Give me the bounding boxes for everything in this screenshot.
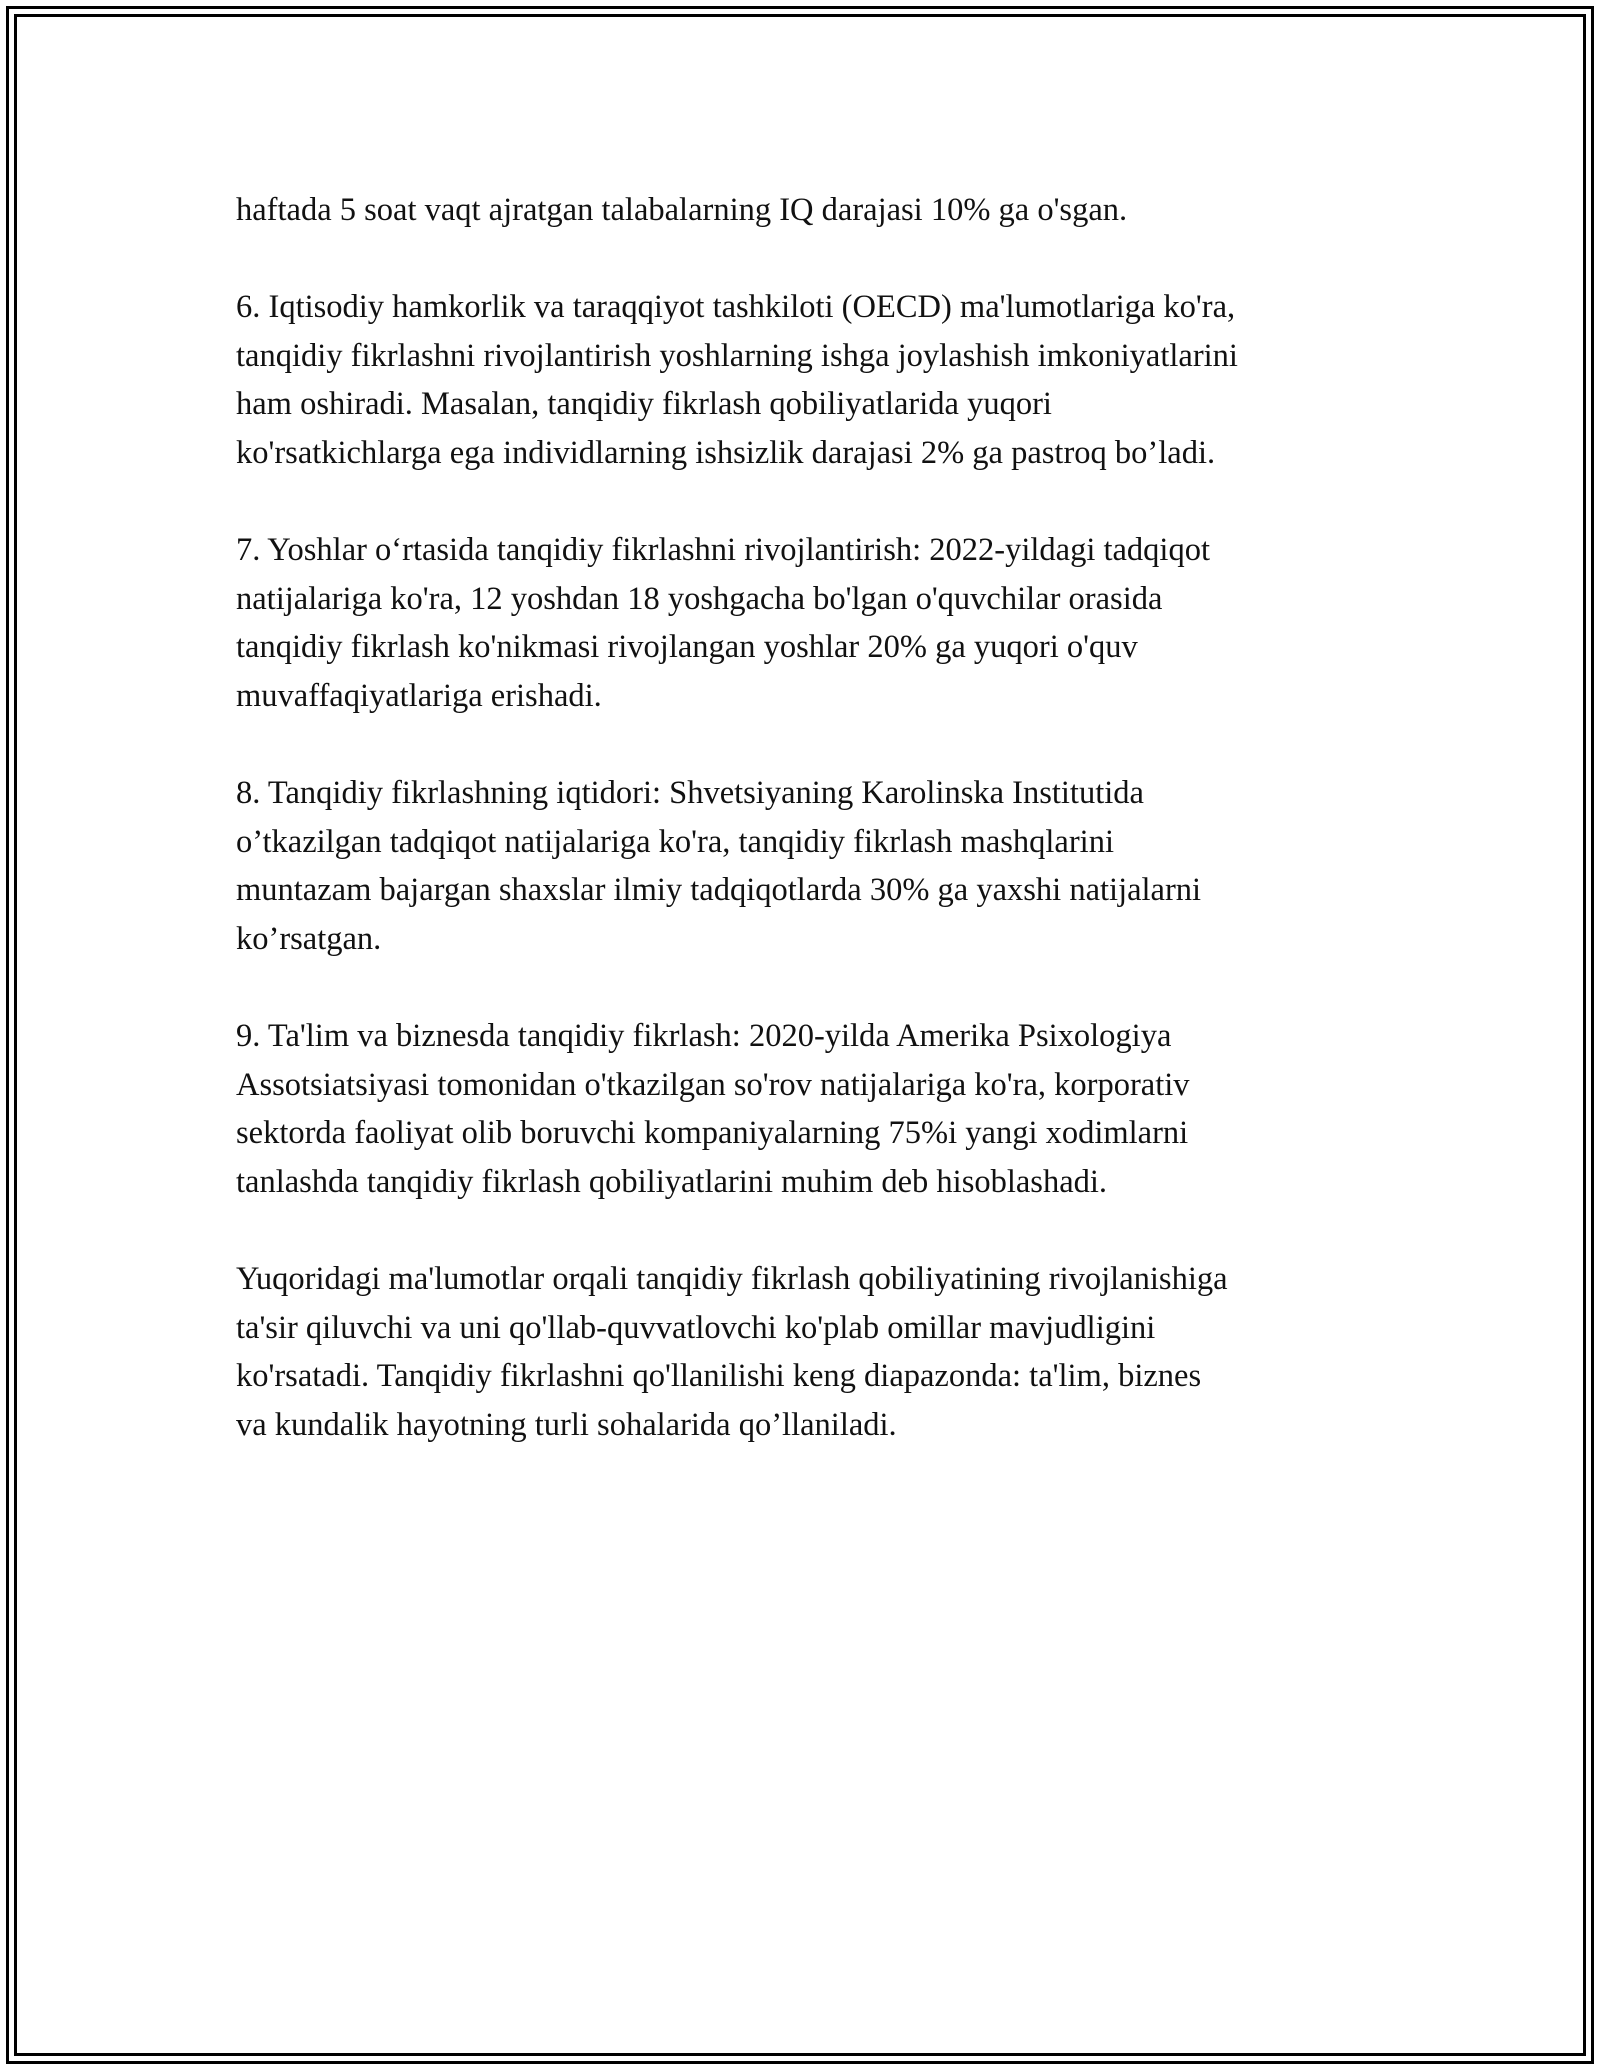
text-line: ham oshiradi. Masalan, tanqidiy fikrlash qobiliyatlarida yuqori xyxy=(236,386,1052,423)
text-line: va kundalik hayotning turli sohalarida qo’llaniladi. xyxy=(236,1406,897,1443)
text-line: 8. Tanqidiy fikrlashning iqtidori: Shvetsiyaning Karolinska Institutida xyxy=(236,775,1144,812)
paragraph-item-9-business xyxy=(236,1012,1386,1206)
text-line: tanqidiy fikrlashni rivojlantirish yoshlarning ishga joylashish imkoniyatlarini xyxy=(236,337,1238,374)
text-line: ta'sir qiluvchi va uni qo'llab-quvvatlovchi ko'plab omillar mavjudligini xyxy=(236,1309,1156,1346)
paragraph-iq-continuation xyxy=(236,186,1386,235)
paragraph-item-8-talent xyxy=(236,769,1386,963)
text-line: haftada 5 soat vaqt ajratgan talabalarning IQ darajasi 10% ga o'sgan. xyxy=(236,192,1128,228)
text-line: 9. Ta'lim va biznesda tanqidiy fikrlash: 2020-yilda Amerika Psixologiya xyxy=(236,1018,1172,1055)
text-line: 6. Iqtisodiy hamkorlik va taraqqiyot tashkiloti (OECD) ma'lumotlariga ko'ra, xyxy=(236,289,1236,326)
text-line: muvaffaqiyatlariga erishadi. xyxy=(236,677,602,714)
text-line: Assotsiatsiyasi tomonidan o'tkazilgan so'rov natijalariga ko'ra, korporativ xyxy=(236,1066,1190,1103)
text-line: Yuqoridagi ma'lumotlar orqali tanqidiy fikrlash qobiliyatining rivojlanishiga xyxy=(236,1261,1228,1298)
text-line: tanqidiy fikrlash ko'nikmasi rivojlangan yoshlar 20% ga yuqori o'quv xyxy=(236,629,1138,666)
text-line: o’tkazilgan tadqiqot natijalariga ko'ra, tanqidiy fikrlash mashqlarini xyxy=(236,823,1114,860)
document-body xyxy=(236,186,1386,1498)
text-line: 7. Yoshlar o‘rtasida tanqidiy fikrlashni rivojlantirish: 2022-yildagi tadqiqot xyxy=(236,532,1210,569)
text-line: ko'rsatkichlarga ega individlarning ishsizlik darajasi 2% ga pastroq bo’ladi. xyxy=(236,434,1216,471)
text-line: muntazam bajargan shaxslar ilmiy tadqiqotlarda 30% ga yaxshi natijalarni xyxy=(236,872,1202,909)
text-line: ko'rsatadi. Tanqidiy fikrlashni qo'llanilishi keng diapazonda: ta'lim, biznes xyxy=(236,1358,1202,1395)
paragraph-item-6-oecd xyxy=(236,283,1386,477)
paragraph-conclusion xyxy=(236,1255,1386,1449)
text-line: ko’rsatgan. xyxy=(236,920,382,957)
text-line: sektorda faoliyat olib boruvchi kompaniyalarning 75%i yangi xodimlarni xyxy=(236,1115,1189,1152)
text-line: natijalariga ko'ra, 12 yoshdan 18 yoshgacha bo'lgan o'quvchilar orasida xyxy=(236,580,1163,617)
text-line: tanlashda tanqidiy fikrlash qobiliyatlarini muhim deb hisoblashadi. xyxy=(236,1163,1108,1200)
paragraph-item-7-youth xyxy=(236,526,1386,720)
